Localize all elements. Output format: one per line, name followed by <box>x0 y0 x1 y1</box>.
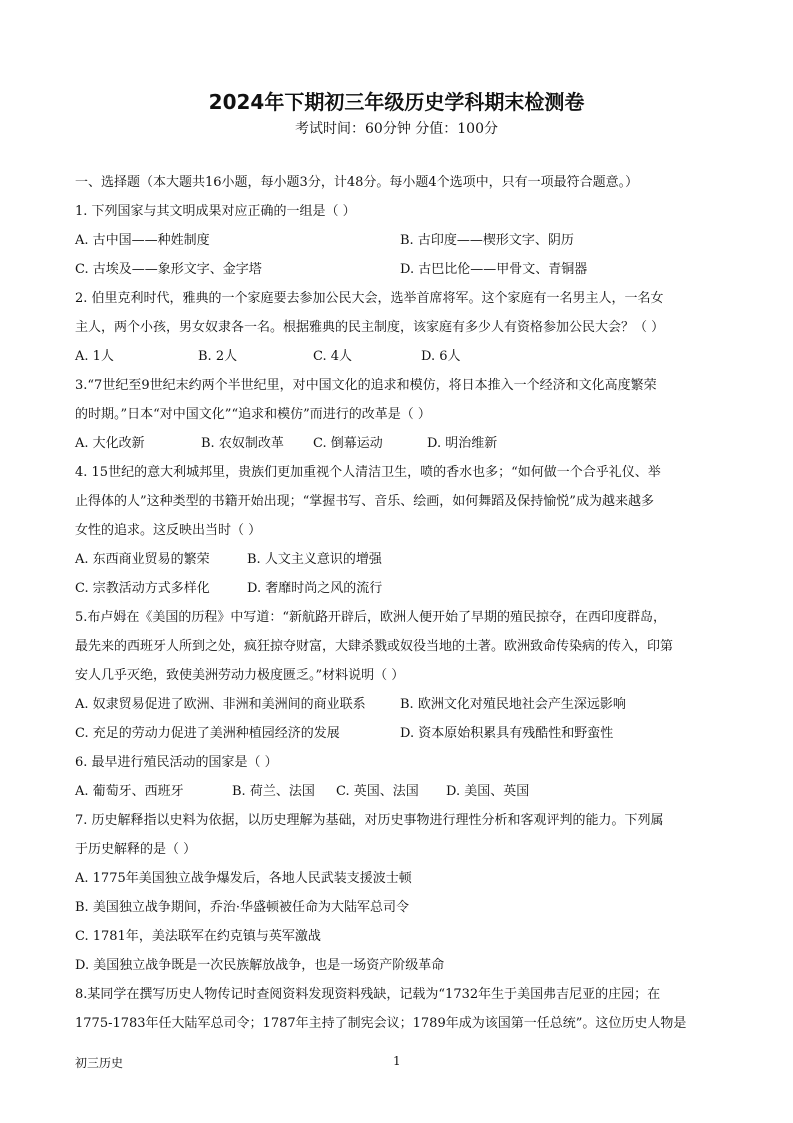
question-1: 1. 下列国家与其文明成果对应正确的一组是（ ） <box>75 204 356 219</box>
question-5-option-b: B. 欧洲文化对殖民地社会产生深远影响 <box>400 697 626 712</box>
question-4-line-2: 止得体的人”这种类型的书籍开始出现；“掌握书写、音乐、绘画，如何舞蹈及保持愉悦”成为越来越多 <box>75 494 654 509</box>
question-7-option-b: B. 美国独立战争期间，乔治·华盛顿被任命为大陆军总司令 <box>75 900 409 915</box>
footer-page-number: 1 <box>393 1054 401 1068</box>
question-7-line-1: 7. 历史解释指以史料为依据，以历史理解为基础，对历史事物进行理性分析和客观评判的能力。下列属 <box>75 813 664 828</box>
question-4-options-row-2 <box>75 574 720 603</box>
question-6-option-a: A. 葡萄牙、西班牙 <box>75 784 184 799</box>
question-2-option-c: C. 4人 <box>313 349 353 364</box>
question-2-line-2: 主人，两个小孩，男女奴隶各一名。根据雅典的民主制度，该家庭有多少人有资格参加公民大会？（ ） <box>75 320 665 335</box>
question-7-option-a: A. 1775年美国独立战争爆发后，各地人民武装支援波士顿 <box>75 871 412 886</box>
question-1-options-row-2 <box>75 255 720 284</box>
question-3-option-c: C. 倒幕运动 <box>313 436 383 451</box>
question-2-line-1: 2. 伯里克利时代，雅典的一个家庭要去参加公民大会，选举首席将军。这个家庭有一名男主人，一名女 <box>75 291 664 306</box>
question-5-line-2: 最先来的西班牙人所到之处，疯狂掠夺财富，大肆杀戮或奴役当地的土著。欧洲致命传染病的传入，印第 <box>75 639 674 654</box>
question-4-option-b: B. 人文主义意识的增强 <box>247 552 382 567</box>
exam-title: 2024年下期初三年级历史学科期末检测卷 <box>208 90 585 114</box>
question-4-options-row-1 <box>75 545 720 574</box>
question-5-line-1: 5.布卢姆在《美国的历程》中写道：“新航路开辟后，欧洲人便开始了早期的殖民掠夺，在西印度群岛， <box>75 610 667 625</box>
question-2-options <box>75 342 720 371</box>
question-7-line-2: 于历史解释的是（ ） <box>75 842 197 857</box>
question-4-option-d: D. 奢靡时尚之风的流行 <box>247 581 383 596</box>
question-6-option-c: C. 英国、法国 <box>336 784 419 799</box>
question-1-option-d: D. 古巴比伦——甲骨文、青铜器 <box>400 262 588 277</box>
question-3-options <box>75 429 720 458</box>
question-1-option-a: A. 古中国——种姓制度 <box>75 233 210 248</box>
question-1-options-row-1 <box>75 226 720 255</box>
question-5-option-c: C. 充足的劳动力促进了美洲种植园经济的发展 <box>75 726 340 741</box>
question-7-option-c: C. 1781年，美法联军在约克镇与英军激战 <box>75 929 321 944</box>
question-8-line-2: 1775-1783年任大陆军总司令；1787年主持了制宪会议；1789年成为该国第一任总统”。这位历史人物是 <box>75 1016 687 1031</box>
question-2-option-b: B. 2人 <box>198 349 238 364</box>
question-4-line-3: 女性的追求。这反映出当时（ ） <box>75 523 262 538</box>
question-6-options <box>75 777 720 806</box>
question-1-option-c: C. 古埃及——象形文字、金字塔 <box>75 262 262 277</box>
question-8-line-1: 8.某同学在撰写历史人物传记时查阅资料发现资料残缺，记载为“1732年生于美国弗吉尼亚的庄园；在 <box>75 987 661 1002</box>
exam-content <box>75 168 720 1038</box>
question-4-line-1: 4. 15世纪的意大利城邦里，贵族们更加重视个人清洁卫生，喷的香水也多；“如何做一个合乎礼仪、举 <box>75 465 661 480</box>
question-7-option-d: D. 美国独立战争既是一次民族解放战争，也是一场资产阶级革命 <box>75 958 445 973</box>
question-3-line-2: 的时期。”日本“对中国文化”“追求和模仿”而进行的改革是（ ） <box>75 407 431 422</box>
question-5-option-a: A. 奴隶贸易促进了欧洲、非洲和美洲间的商业联系 <box>75 697 366 712</box>
section-heading: 一、选择题（本大题共16小题，每小题3分，计48分。每小题4个选项中，只有一项最符合题意。） <box>75 175 639 190</box>
question-2-option-a: A. 1人 <box>75 349 114 364</box>
question-5-option-d: D. 资本原始积累具有残酷性和野蛮性 <box>400 726 614 741</box>
question-5-line-3: 安人几乎灭绝，致使美洲劳动力极度匮乏。”材料说明（ ） <box>75 668 405 683</box>
question-6-option-d: D. 美国、英国 <box>446 784 530 799</box>
question-4-option-c: C. 宗教活动方式多样化 <box>75 581 210 596</box>
question-1-option-b: B. 古印度——楔形文字、阴历 <box>400 233 574 248</box>
question-4-option-a: A. 东西商业贸易的繁荣 <box>75 552 210 567</box>
question-3-option-b: B. 农奴制改革 <box>201 436 284 451</box>
question-6: 6. 最早进行殖民活动的国家是（ ） <box>75 755 278 770</box>
question-5-options-row-2 <box>75 719 720 748</box>
footer-subject: 初三历史 <box>75 1056 124 1070</box>
question-3-option-d: D. 明治维新 <box>427 436 498 451</box>
question-2-option-d: D. 6人 <box>421 349 461 364</box>
question-5-options-row-1 <box>75 690 720 719</box>
exam-subtitle: 考试时间：60分钟 分值：100分 <box>295 121 498 137</box>
question-6-option-b: B. 荷兰、法国 <box>232 784 315 799</box>
question-3-option-a: A. 大化改新 <box>75 436 145 451</box>
question-3-line-1: 3.“7世纪至9世纪末约两个半世纪里，对中国文化的追求和模仿，将日本推入一个经济和文化高度繁荣 <box>75 378 657 393</box>
